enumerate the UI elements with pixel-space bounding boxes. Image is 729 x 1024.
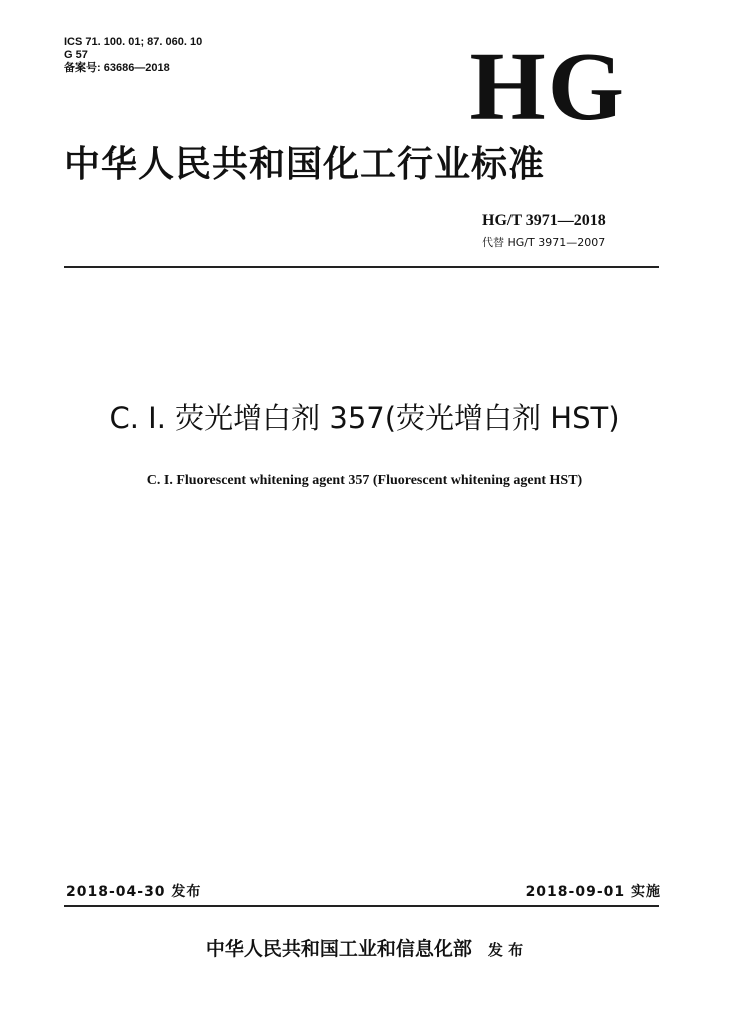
bottom-divider [64,905,659,907]
top-divider [64,266,659,268]
implementation-date: 2018-09-01 实施 [525,884,661,900]
issue-date: 2018-04-30 发布 [66,884,202,900]
ics-code: ICS 71. 100. 01; 87. 060. 10 [64,36,203,48]
replaces-note: 代替 HG/T 3971—2007 [482,236,606,249]
standard-code: HG/T 3971—2018 [482,212,606,229]
issuer-name: 中华人民共和国工业和信息化部 [205,938,472,960]
document-title-en: C. I. Fluorescent whitening agent 357 (Fluorescent whitening agent HST) [146,473,583,488]
ccs-code: G 57 [64,49,88,61]
standard-category-title: 中华人民共和国化工行业标准 [64,144,546,185]
issuer-line [0,937,729,962]
document-title-zh: C. I. 荧光增白剂 357(荧光增白剂 HST) [109,401,620,435]
metadata-block [64,36,202,75]
hg-logo: HG [469,33,626,141]
filing-number: 备案号: 63686—2018 [64,62,170,74]
issuer-action: 发 布 [487,941,524,959]
